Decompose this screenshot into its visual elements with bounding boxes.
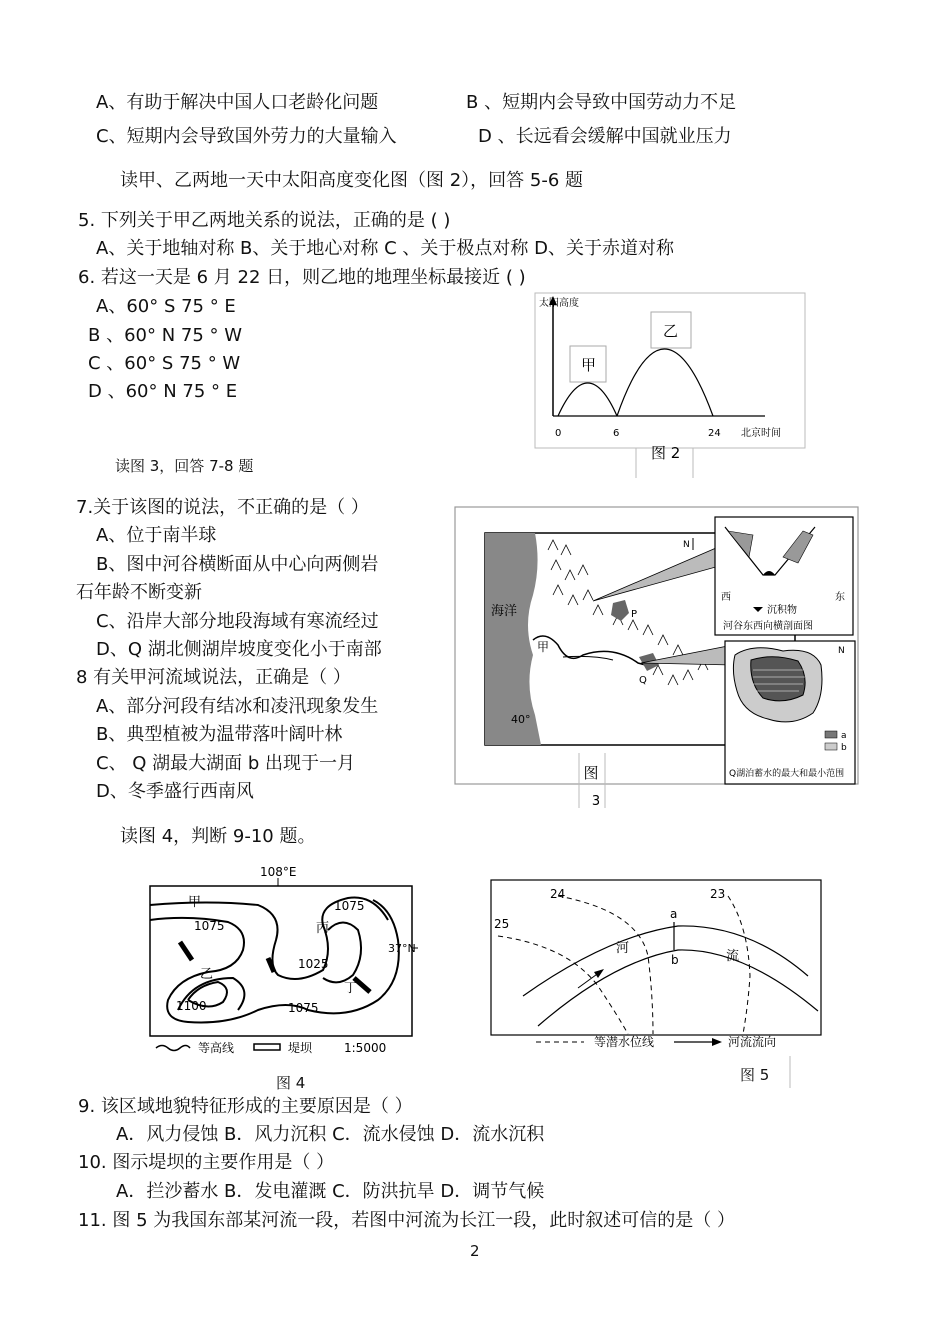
q10-options: A．拦沙蓄水 B．发电灌溉 C．防洪抗旱 D．调节气候 bbox=[116, 1181, 545, 1202]
q7-option-b-line2: 石年龄不断变新 bbox=[76, 582, 202, 603]
fig4-contour-1100: 1100 bbox=[176, 999, 207, 1013]
fig3-east-label: 东 bbox=[835, 592, 845, 603]
fig2-ylabel: 太阳高度 bbox=[539, 298, 579, 309]
fig3-jia-label: 甲 bbox=[537, 640, 550, 654]
fig3-legend-a: a bbox=[841, 731, 847, 741]
q8-option-c: C、 Q 湖最大湖面 b 出现于一月 bbox=[96, 753, 356, 774]
figure-3-map bbox=[453, 505, 861, 810]
q8-option-a: A、部分河段有结冰和凌汛现象发生 bbox=[96, 696, 379, 717]
q6-option-c: C 、60° S 75 ° W bbox=[88, 353, 241, 374]
fig3-caption-1: 图 bbox=[583, 764, 599, 782]
intro-9-10: 读图 4，判断 9-10 题。 bbox=[120, 826, 316, 847]
q6-option-a: A、60° S 75 ° E bbox=[96, 296, 236, 317]
fig5-caption: 图 5 bbox=[740, 1066, 770, 1084]
fig4-jia-label: 甲 bbox=[188, 895, 202, 910]
fig4-lat-label: 37°N bbox=[388, 942, 416, 955]
fig5-legend-iso: 等潜水位线 bbox=[594, 1035, 655, 1049]
fig2-yi-label: 乙 bbox=[663, 322, 679, 340]
fig4-legend-dam: 堤坝 bbox=[288, 1041, 313, 1055]
fig3-west-label: 西 bbox=[721, 592, 731, 603]
q6-option-d: D 、60° N 75 ° E bbox=[88, 381, 238, 402]
fig5-bank-1 bbox=[523, 926, 808, 996]
fig4-yi-label: 乙 bbox=[200, 967, 214, 982]
fig3-legend-b: b bbox=[841, 743, 847, 753]
fig4-contour-1075-a: 1075 bbox=[194, 919, 225, 933]
fig4-bing-label: 丙 bbox=[316, 921, 330, 936]
fig5-iso-25 bbox=[498, 936, 628, 1034]
fig3-lake-title: Q湖泊蓄水的最大和最小范围 bbox=[729, 769, 845, 779]
fig2-curve-jia bbox=[558, 383, 617, 416]
q4-option-a: A、有助于解决中国人口老龄化问题 bbox=[96, 92, 379, 113]
fig5-label-24: 24 bbox=[550, 887, 566, 901]
fig4-contour-1075-c: 1075 bbox=[288, 1001, 319, 1015]
fig4-ding-label: 丁 bbox=[344, 981, 358, 996]
fig5-liu-label: 流 bbox=[726, 949, 740, 964]
fig5-label-25: 25 bbox=[494, 917, 510, 931]
intro-5-6: 读甲、乙两地一天中太阳高度变化图（图 2），回答 5-6 题 bbox=[120, 170, 584, 191]
fig5-a-label: a bbox=[670, 907, 678, 921]
figure-2-sun-altitude-chart bbox=[533, 290, 808, 480]
q7-option-d: D、Q 湖北侧湖岸坡度变化小于南部 bbox=[96, 639, 382, 660]
fig2-xlabel: 北京时间 bbox=[741, 428, 781, 439]
fig3-sediment-label: 沉积物 bbox=[767, 605, 797, 616]
fig4-dam-1 bbox=[180, 942, 192, 960]
page-number: 2 bbox=[470, 1242, 480, 1260]
figure-5-river-groundwater bbox=[488, 876, 828, 1091]
fig4-contour-1025: 1025 bbox=[298, 957, 329, 971]
q5-options: A、关于地轴对称 B、关于地心对称 C 、关于极点对称 D、关于赤道对称 bbox=[96, 238, 674, 259]
q4-option-c: C、短期内会导致国外劳力的大量输入 bbox=[96, 126, 397, 147]
q4-option-d: D 、长远看会缓解中国就业压力 bbox=[478, 126, 732, 147]
fig3-caption-2: 3 bbox=[591, 794, 601, 809]
fig2-caption: 图 2 bbox=[651, 444, 681, 462]
q7-stem: 7.关于该图的说法，不正确的是（ ） bbox=[76, 497, 369, 518]
fig2-tick-24: 24 bbox=[708, 428, 721, 439]
fig3-sea-label: 海洋 bbox=[491, 604, 518, 619]
fig4-legend-contour: 等高线 bbox=[198, 1041, 235, 1055]
fig3-q-label: Q bbox=[639, 675, 647, 686]
fig5-label-23: 23 bbox=[710, 887, 726, 901]
q8-option-d: D、冬季盛行西南风 bbox=[96, 781, 254, 802]
fig2-jia-label: 甲 bbox=[581, 356, 597, 374]
fig3-lake-p bbox=[611, 600, 629, 621]
fig4-scale: 1:5000 bbox=[344, 1041, 387, 1055]
intro-7-8: 读图 3，回答 7-8 题 bbox=[115, 457, 254, 475]
q8-stem: 8 有关甲河流域说法，正确是（ ） bbox=[76, 667, 351, 688]
q6-option-b: B 、60° N 75 ° W bbox=[88, 325, 243, 346]
fig4-caption: 图 4 bbox=[276, 1074, 306, 1092]
fig3-north-2: N bbox=[838, 646, 845, 656]
q4-option-b: B 、短期内会导致中国劳动力不足 bbox=[466, 92, 737, 113]
fig3-p-label: P bbox=[631, 609, 638, 620]
fig2-curve-yi bbox=[617, 349, 713, 416]
q7-option-b-line1: B、图中河谷横断面从中心向两侧岩 bbox=[96, 554, 379, 575]
q9-options: A．风力侵蚀 B．风力沉积 C．流水侵蚀 D．流水沉积 bbox=[116, 1124, 545, 1145]
fig3-lat-label: 40° bbox=[511, 713, 531, 726]
q5-stem: 5. 下列关于甲乙两地关系的说法，正确的是 ( ) bbox=[78, 210, 451, 231]
fig3-valley-title: 河谷东西向横剖面图 bbox=[723, 621, 813, 632]
fig5-he-label: 河 bbox=[616, 941, 630, 956]
fig2-tick-0: 0 bbox=[555, 428, 562, 439]
figure-4-contour-map bbox=[148, 860, 428, 1060]
q10-stem: 10. 图示堤坝的主要作用是（ ） bbox=[78, 1152, 335, 1173]
fig5-legend-flow: 河流流向 bbox=[728, 1035, 777, 1049]
fig4-contour-1075-b: 1075 bbox=[334, 899, 365, 913]
fig2-tick-6: 6 bbox=[613, 428, 620, 439]
fig4-lon-label: 108°E bbox=[260, 865, 297, 879]
q7-option-a: A、位于南半球 bbox=[96, 525, 217, 546]
q9-stem: 9. 该区域地貌特征形成的主要原因是（ ） bbox=[78, 1096, 413, 1117]
q6-stem: 6. 若这一天是 6 月 22 日，则乙地的地理坐标最接近 ( ) bbox=[78, 267, 526, 288]
q7-option-c: C、沿岸大部分地段海域有寒流经过 bbox=[96, 611, 379, 632]
q8-option-b: B、典型植被为温带落叶阔叶林 bbox=[96, 724, 343, 745]
fig5-b-label: b bbox=[671, 953, 679, 967]
fig3-north-1: N bbox=[683, 540, 690, 550]
q11-stem: 11. 图 5 为我国东部某河流一段，若图中河流为长江一段，此时叙述可信的是（ ） bbox=[78, 1210, 735, 1231]
